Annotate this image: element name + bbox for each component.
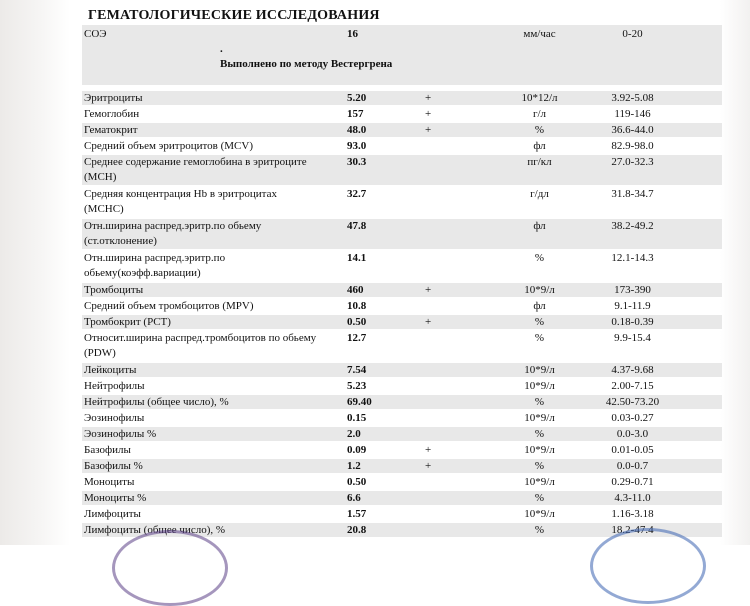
analyte-reference: 9.1-11.9 [614, 300, 651, 312]
analyte-unit: % [534, 396, 545, 408]
analyte-value: 5.23 [347, 380, 367, 392]
analyte-unit: фл [533, 300, 546, 312]
analyte-reference: 31.8-34.7 [611, 188, 654, 200]
analyte-value: 20.8 [347, 524, 367, 536]
analyte-name: Базофилы [84, 444, 131, 456]
result-row [82, 491, 722, 507]
analyte-unit: пг/кл [527, 156, 552, 168]
analyte-name: Лимфоциты [84, 508, 141, 520]
analyte-unit: % [534, 492, 545, 504]
analyte-unit: 10*9/л [524, 412, 555, 424]
analyte-value: 93.0 [347, 140, 367, 152]
analyte-value: 5.20 [347, 92, 367, 104]
analyte-unit: фл [533, 220, 546, 232]
result-row [82, 107, 722, 123]
analyte-name: Лимфоциты (общее число), % [84, 524, 226, 536]
analyte-name: Средняя концентрация Hb в эритроцитах (MCHC) [84, 188, 277, 215]
result-row [82, 427, 722, 443]
analyte-unit: г/дл [530, 188, 549, 200]
result-row [82, 443, 722, 459]
analyte-name: Гемоглобин [84, 108, 140, 120]
analyte-reference: 4.3-11.0 [614, 492, 651, 504]
analyte-flag: + [425, 92, 432, 104]
result-row [82, 187, 722, 219]
esr-value: 16 [347, 28, 358, 40]
analyte-unit: % [534, 332, 545, 344]
analyte-unit: % [534, 124, 545, 136]
analyte-flag: + [425, 124, 432, 136]
analyte-name: Отн.ширина распред.эритр.по обьему (ст.отклонение) [84, 220, 262, 247]
analyte-name: Отн.ширина распред.эритр.по обьему(коэфф.вариации) [84, 252, 226, 279]
analyte-value: 1.57 [347, 508, 367, 520]
analyte-value: 1.2 [347, 460, 361, 472]
analyte-value: 14.1 [347, 252, 367, 264]
analyte-value: 0.09 [347, 444, 367, 456]
analyte-name: Лейкоциты [84, 364, 137, 376]
result-row [82, 219, 722, 251]
analyte-rows [82, 91, 722, 539]
analyte-name: Нейтрофилы [84, 380, 145, 392]
analyte-name: Эозинофилы [84, 412, 145, 424]
analyte-unit: 10*9/л [524, 284, 555, 296]
analyte-reference: 82.9-98.0 [611, 140, 654, 152]
result-row [82, 379, 722, 395]
analyte-name: Средний объем тромбоцитов (MPV) [84, 300, 254, 312]
analyte-value: 30.3 [347, 156, 367, 168]
analyte-reference: 27.0-32.3 [611, 156, 654, 168]
analyte-flag: + [425, 284, 432, 296]
analyte-name: Тромбокрит (PCT) [84, 316, 171, 328]
analyte-reference: 4.37-9.68 [611, 364, 654, 376]
analyte-name: Моноциты % [84, 492, 147, 504]
analyte-unit: % [534, 524, 545, 536]
analyte-reference: 0.18-0.39 [611, 316, 654, 328]
analyte-name: Эозинофилы % [84, 428, 157, 440]
analyte-name: Нейтрофилы (общее число), % [84, 396, 229, 408]
analyte-reference: 2.00-7.15 [611, 380, 654, 392]
analyte-value: 48.0 [347, 124, 367, 136]
result-row [82, 507, 722, 523]
result-row [82, 411, 722, 427]
result-row [82, 395, 722, 411]
esr-ref: 0-20 [622, 28, 643, 40]
analyte-value: 7.54 [347, 364, 367, 376]
analyte-name: Средний объем эритроцитов (MCV) [84, 140, 254, 152]
analyte-reference: 12.1-14.3 [611, 252, 654, 264]
result-row [82, 139, 722, 155]
section-title: ГЕМАТОЛОГИЧЕСКИЕ ИССЛЕДОВАНИЯ [88, 8, 380, 23]
analyte-name: Среднее содержание гемоглобина в эритроците (MCH) [84, 156, 307, 183]
result-row [82, 363, 722, 379]
analyte-name: Гематокрит [84, 124, 138, 136]
analyte-name: Тромбоциты [84, 284, 144, 296]
analyte-name: Относит.ширина распред.тромбоцитов по обьему (PDW) [84, 332, 317, 359]
analyte-flag: + [425, 460, 432, 472]
analyte-value: 0.50 [347, 316, 367, 328]
analyte-reference: 42.50-73.20 [605, 396, 660, 408]
result-row [82, 299, 722, 315]
analyte-unit: 10*9/л [524, 508, 555, 520]
esr-row [82, 25, 722, 87]
analyte-value: 32.7 [347, 188, 367, 200]
esr-name: СОЭ [84, 28, 107, 40]
analyte-value: 0.15 [347, 412, 367, 424]
analyte-name: Эритроциты [84, 92, 143, 104]
esr-unit: мм/час [523, 28, 556, 40]
analyte-reference: 1.16-3.18 [611, 508, 654, 520]
result-row [82, 91, 722, 107]
analyte-value: 10.8 [347, 300, 367, 312]
analyte-value: 2.0 [347, 428, 361, 440]
esr-dot: . [220, 43, 223, 55]
result-row [82, 123, 722, 139]
analyte-reference: 3.92-5.08 [611, 92, 654, 104]
result-row [82, 315, 722, 331]
analyte-reference: 0.0-3.0 [616, 428, 649, 440]
analyte-flag: + [425, 316, 432, 328]
esr-method-note: Выполнено по методу Вестергрена [220, 58, 393, 70]
analyte-unit: 10*9/л [524, 476, 555, 488]
analyte-value: 69.40 [347, 396, 372, 408]
analyte-unit: % [534, 316, 545, 328]
analyte-reference: 0.03-0.27 [611, 412, 654, 424]
analyte-value: 460 [347, 284, 364, 296]
result-row [82, 283, 722, 299]
analyte-value: 0.50 [347, 476, 367, 488]
result-row [82, 331, 722, 363]
analyte-unit: г/л [532, 108, 547, 120]
analyte-value: 6.6 [347, 492, 361, 504]
analyte-unit: % [534, 460, 545, 472]
analyte-name: Моноциты [84, 476, 135, 488]
analyte-reference: 38.2-49.2 [611, 220, 654, 232]
stamp-right [590, 528, 706, 604]
analyte-unit: 10*9/л [524, 444, 555, 456]
analyte-unit: % [534, 428, 545, 440]
analyte-flag: + [425, 108, 432, 120]
analyte-value: 47.8 [347, 220, 367, 232]
analyte-reference: 119-146 [614, 108, 651, 120]
stamp-left [112, 530, 228, 606]
analyte-reference: 36.6-44.0 [611, 124, 654, 136]
analyte-reference: 173-390 [614, 284, 651, 296]
result-row [82, 251, 722, 283]
analyte-unit: 10*12/л [521, 92, 558, 104]
results-table [82, 25, 722, 539]
analyte-value: 12.7 [347, 332, 367, 344]
analyte-unit: 10*9/л [524, 364, 555, 376]
analyte-reference: 0.01-0.05 [611, 444, 654, 456]
result-row [82, 459, 722, 475]
analyte-name: Базофилы % [84, 460, 143, 472]
analyte-reference: 0.0-0.7 [616, 460, 649, 472]
analyte-unit: 10*9/л [524, 380, 555, 392]
analyte-flag: + [425, 444, 432, 456]
result-row [82, 475, 722, 491]
analyte-reference: 9.9-15.4 [614, 332, 651, 344]
analyte-value: 157 [347, 108, 364, 120]
analyte-unit: фл [533, 140, 546, 152]
analyte-unit: % [534, 252, 545, 264]
result-row [82, 155, 722, 187]
analyte-reference: 18.2-47.4 [611, 524, 654, 536]
analyte-reference: 0.29-0.71 [611, 476, 654, 488]
